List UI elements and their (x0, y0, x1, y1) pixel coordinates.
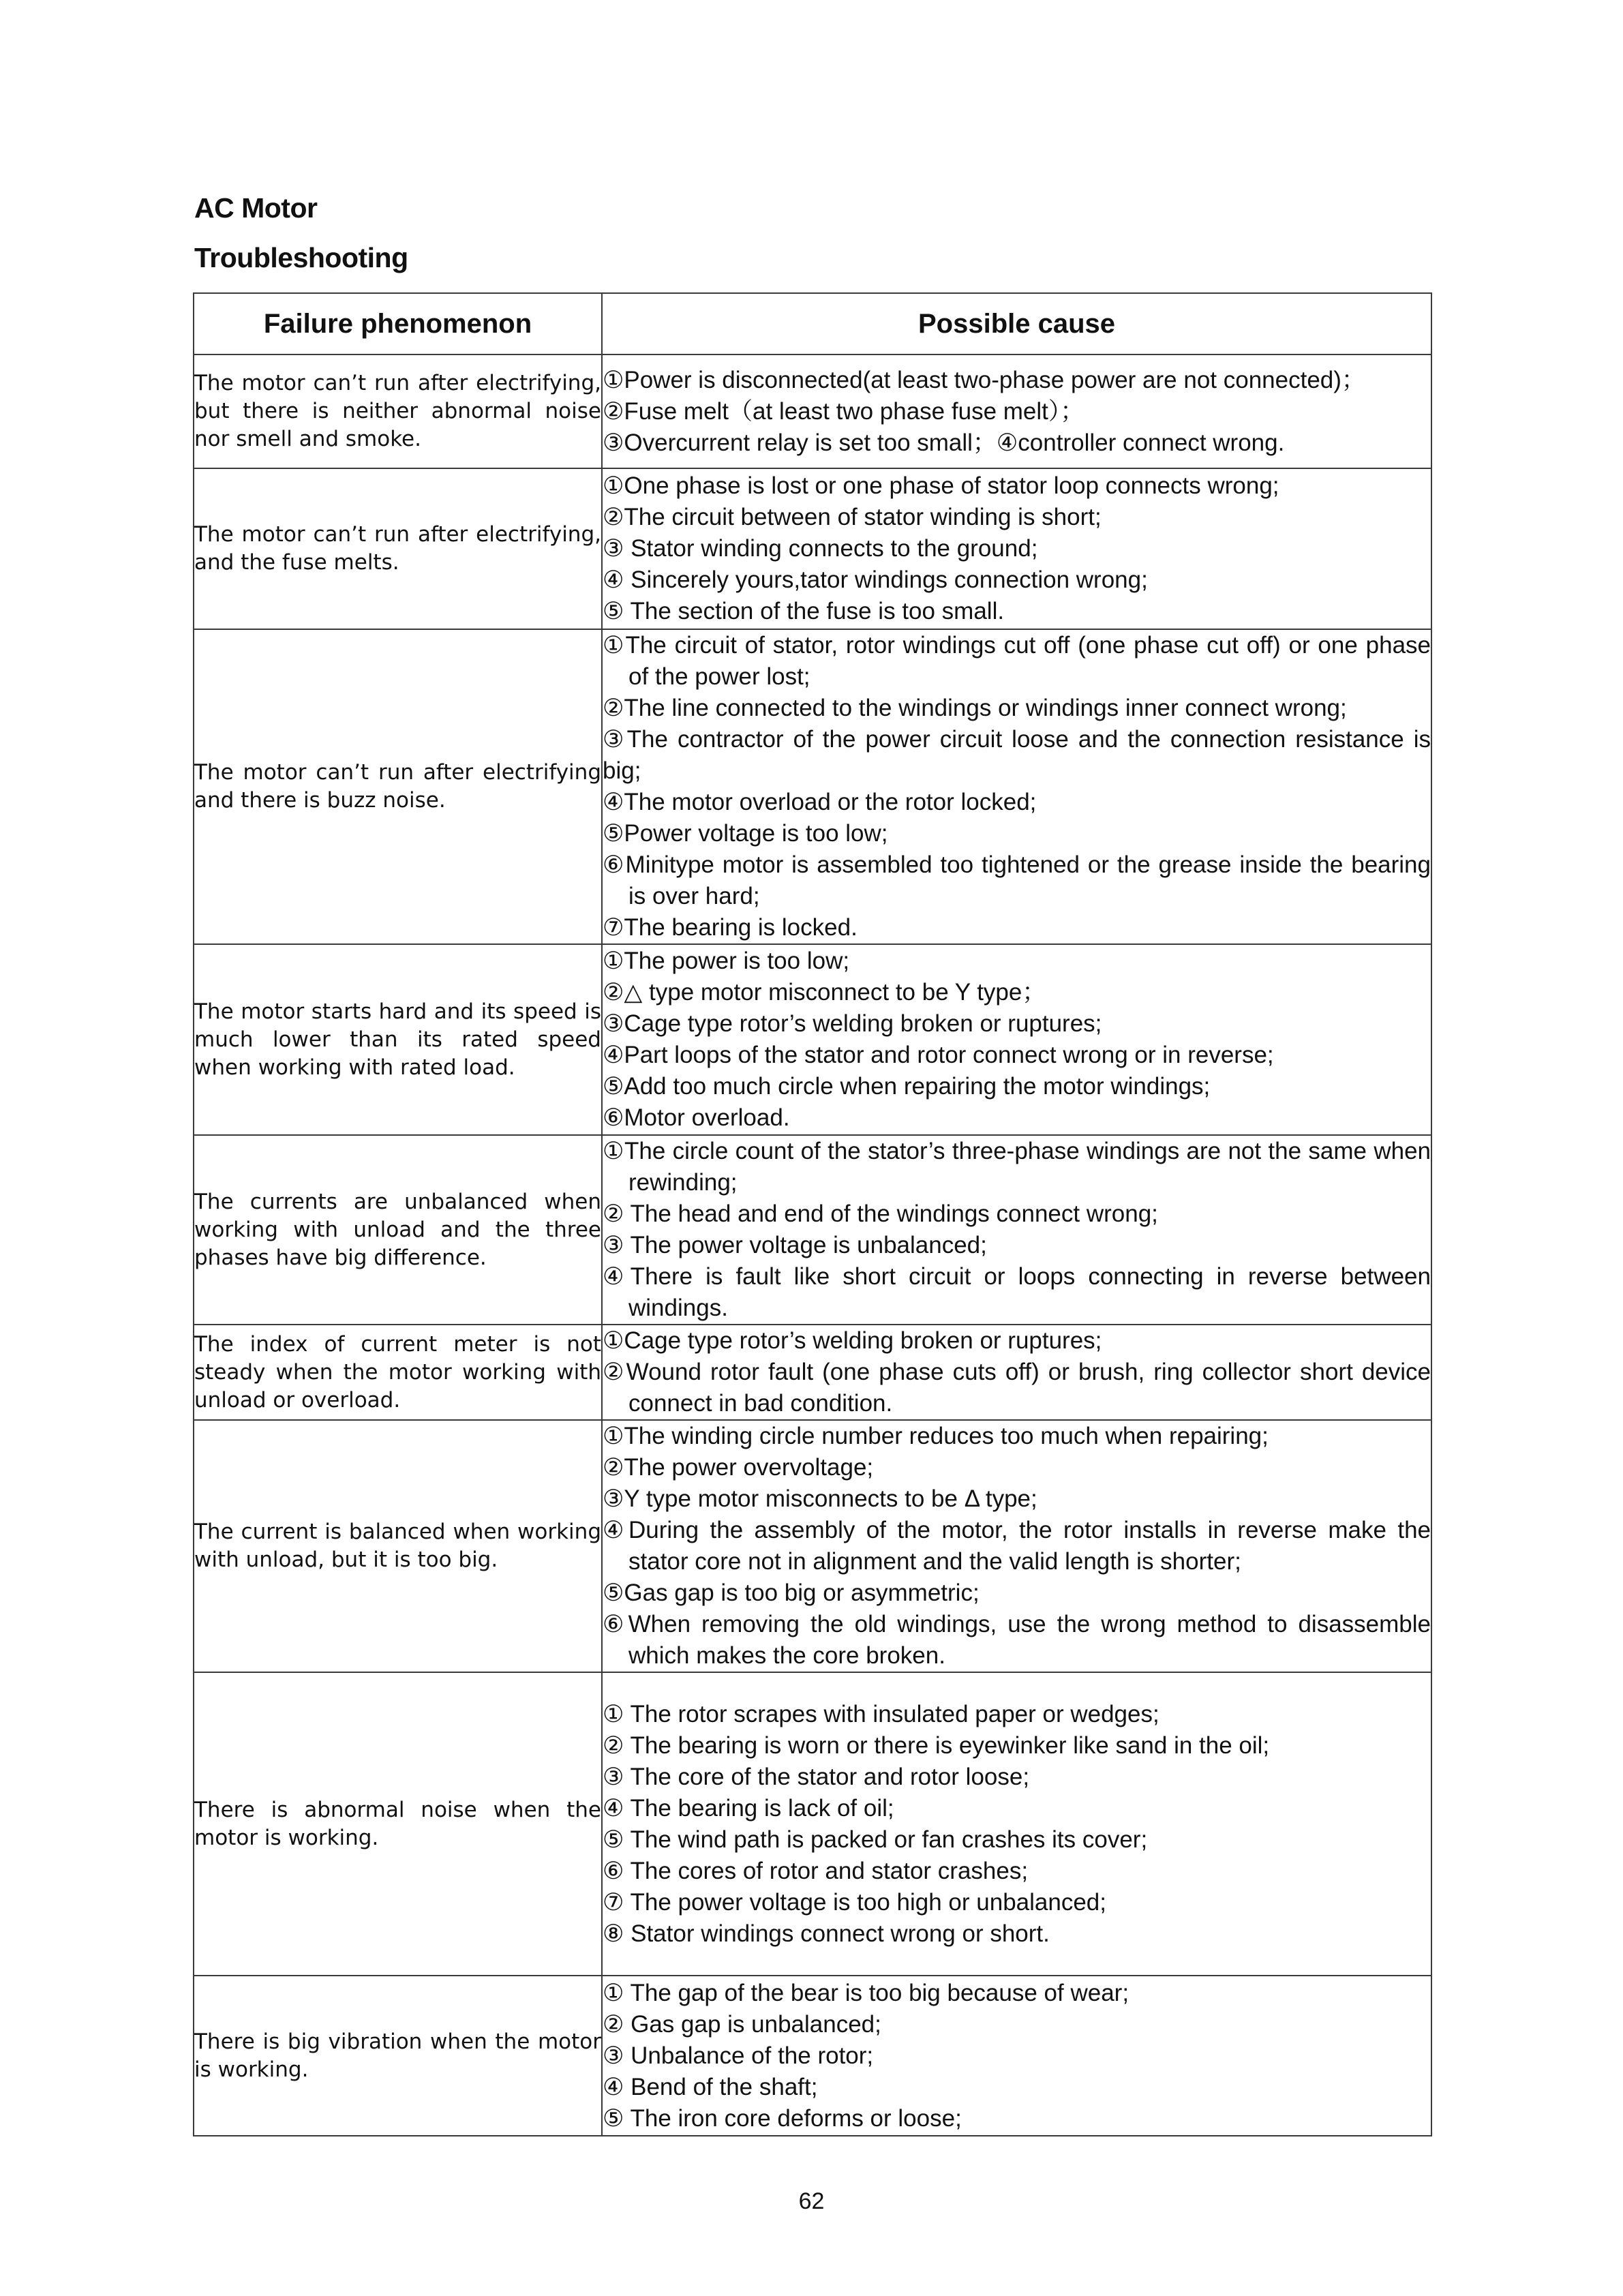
cause-item: ④During the assembly of the motor, the rotor installs in reverse make the stator core not in alignment and the valid length is shorter; (603, 1517, 1431, 1575)
failure-phenomenon-cell: The current is balanced when working with unload, but it is too big. (194, 1420, 602, 1672)
failure-phenomenon-cell: There is big vibration when the motor is working. (194, 1976, 602, 2136)
failure-phenomenon-cell: The motor can’t run after electrifying, but there is neither abnormal noise nor smell and smoke. (194, 354, 602, 468)
cause-item: ④Part loops of the stator and rotor connect wrong or in reverse; (603, 1042, 1274, 1068)
table-row (194, 1325, 1431, 1420)
troubleshooting-table (193, 292, 1432, 2136)
table-row (194, 944, 1431, 1135)
section-subtitle: Troubleshooting (194, 242, 408, 273)
cause-item: ④The motor overload or the rotor locked; (603, 789, 1037, 815)
cause-item: ③ The core of the stator and rotor loose; (603, 1763, 1030, 1790)
cause-item: ③Y type motor misconnects to be Δ type; (603, 1485, 1037, 1512)
table-row (194, 468, 1431, 629)
cause-item: ⑥When removing the old windings, use the wrong method to disassemble which makes the core broken. (603, 1611, 1431, 1669)
cause-item: ⑥Minitype motor is assembled too tightened or the grease inside the bearing is over hard; (603, 851, 1431, 909)
cause-item: ③ Unbalance of the rotor; (603, 2042, 874, 2069)
possible-cause-cell (602, 1672, 1431, 1976)
cause-item: ①The circle count of the stator’s three-phase windings are not the same when rewinding; (603, 1138, 1431, 1196)
cause-item: ⑤ The iron core deforms or loose; (603, 2104, 962, 2132)
cause-item: ① The rotor scrapes with insulated paper or wedges; (603, 1700, 1159, 1727)
table-row (194, 629, 1431, 944)
possible-cause-cell (602, 1976, 1431, 2136)
cause-item: ⑥ The cores of rotor and stator crashes; (603, 1857, 1029, 1884)
possible-cause-cell (602, 1325, 1431, 1420)
cause-item: ③ Stator winding connects to the ground; (603, 535, 1038, 562)
cause-item: ⑧ Stator windings connect wrong or short. (603, 1920, 1050, 1947)
table-row (194, 1420, 1431, 1672)
cause-item: ④ Sincerely yours,tator windings connection wrong; (603, 567, 1148, 593)
cause-item: ④There is fault like short circuit or loops connecting in reverse between windings. (603, 1263, 1431, 1321)
cause-item: ⑤ The wind path is packed or fan crashes its cover; (603, 1826, 1148, 1853)
cause-item: ①The winding circle number reduces too much when repairing; (603, 1423, 1269, 1449)
possible-cause-cell (602, 1420, 1431, 1672)
cause-item: ② The head and end of the windings connect wrong; (603, 1200, 1158, 1227)
header-failure-phenomenon: Failure phenomenon (194, 293, 602, 354)
cause-item: ①The power is too low; (603, 948, 850, 974)
cause-item: ③ The power voltage is unbalanced; (603, 1232, 987, 1258)
cause-item: ②The line connected to the windings or windings inner connect wrong; (603, 695, 1347, 721)
cause-item: ② Gas gap is unbalanced; (603, 2010, 881, 2038)
table-row (194, 1135, 1431, 1325)
cause-item: ② The bearing is worn or there is eyewinker like sand in the oil; (603, 1732, 1270, 1759)
table-row (194, 1672, 1431, 1976)
possible-cause-cell (602, 944, 1431, 1135)
cause-item: ②Fuse melt（at least two phase fuse melt）； (603, 397, 1084, 425)
header-possible-cause: Possible cause (602, 293, 1431, 354)
cause-item: ②The power overvoltage; (603, 1454, 874, 1481)
table-row (194, 354, 1431, 468)
cause-item: ⑦The bearing is locked. (603, 914, 858, 941)
possible-cause-cell (602, 629, 1431, 944)
failure-phenomenon-cell: The motor starts hard and its speed is much lower than its rated speed when working with rated load. (194, 944, 602, 1135)
cause-item: ②△ type motor misconnect to be Y type； (603, 979, 1046, 1006)
page-number: 62 (798, 2188, 825, 2214)
failure-phenomenon-cell: The index of current meter is not steady when the motor working with unload or overload. (194, 1325, 602, 1420)
cause-item: ①Power is disconnected(at least two-phase power are not connected)； (603, 366, 1365, 393)
possible-cause-cell (602, 354, 1431, 468)
cause-item: ⑤Add too much circle when repairing the motor windings; (603, 1073, 1211, 1100)
cause-item: ①Cage type rotor’s welding broken or ruptures; (603, 1327, 1102, 1354)
cause-item: ⑦ The power voltage is too high or unbalanced; (603, 1888, 1106, 1916)
cause-item: ① The gap of the bear is too big because of wear; (603, 1979, 1129, 2006)
cause-item: ①The circuit of stator, rotor windings cut off (one phase cut off) or one phase of the power lost; (603, 632, 1431, 690)
cause-item: ②The circuit between of stator winding is short; (603, 504, 1102, 530)
cause-item: ③The contractor of the power circuit loose and the connection resistance is big; (603, 726, 1431, 784)
cause-item: ④ The bearing is lack of oil; (603, 1794, 894, 1822)
section-title: AC Motor (194, 192, 318, 224)
cause-item: ⑤ The section of the fuse is too small. (603, 598, 1005, 624)
table-header-row (194, 293, 1431, 354)
table-row (194, 1976, 1431, 2136)
failure-phenomenon-cell: The currents are unbalanced when working with unload and the three phases have big difference. (194, 1135, 602, 1325)
cause-item: ③Overcurrent relay is set too small；④controller connect wrong. (603, 429, 1285, 456)
possible-cause-cell (602, 1135, 1431, 1325)
failure-phenomenon-cell: There is abnormal noise when the motor is working. (194, 1672, 602, 1976)
failure-phenomenon-cell: The motor can’t run after electrifying, and the fuse melts. (194, 468, 602, 629)
cause-item: ④ Bend of the shaft; (603, 2073, 818, 2100)
cause-item: ⑤Power voltage is too low; (603, 820, 888, 847)
cause-item: ⑥Motor overload. (603, 1104, 790, 1131)
failure-phenomenon-cell: The motor can’t run after electrifying and there is buzz noise. (194, 629, 602, 944)
cause-item: ⑤Gas gap is too big or asymmetric; (603, 1580, 980, 1606)
possible-cause-cell (602, 468, 1431, 629)
cause-item: ②Wound rotor fault (one phase cuts off) or brush, ring collector short device connect in bad condition. (603, 1359, 1431, 1417)
cause-item: ①One phase is lost or one phase of stator loop connects wrong; (603, 472, 1279, 499)
cause-item: ③Cage type rotor’s welding broken or ruptures; (603, 1010, 1102, 1037)
